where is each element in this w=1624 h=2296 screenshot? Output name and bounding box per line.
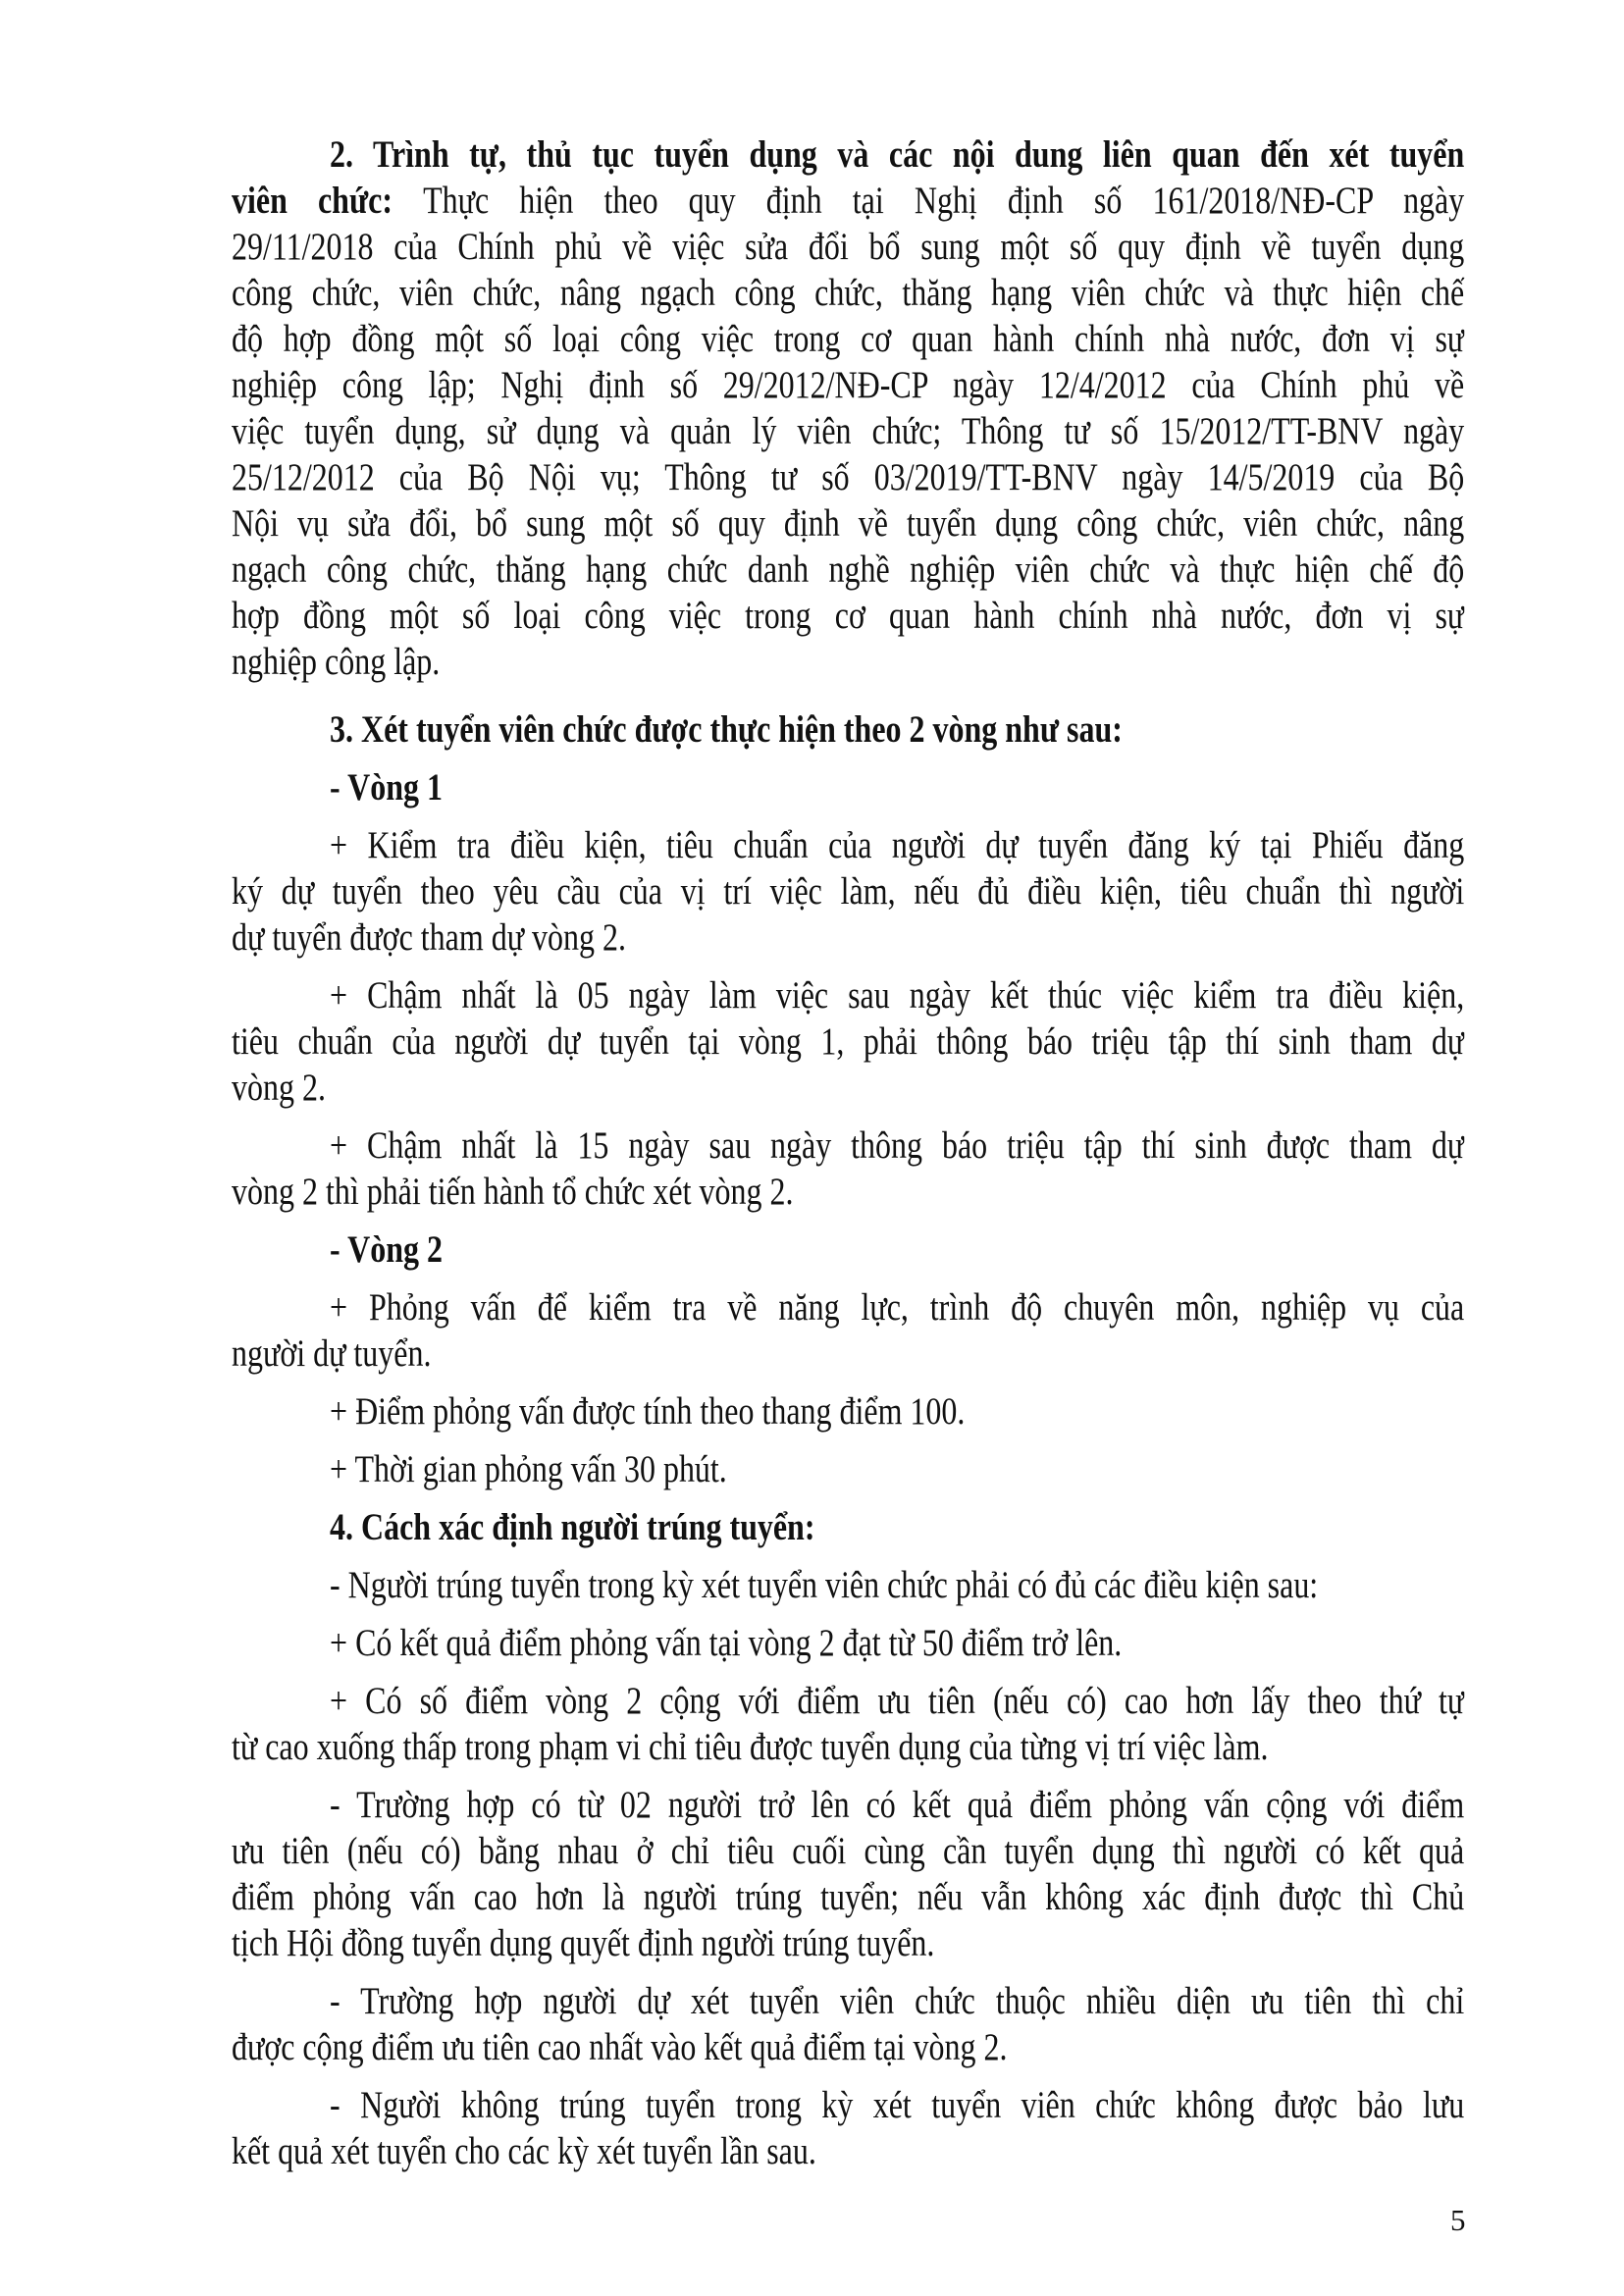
body-text: độ hợp đồng một số loại công việc trong cơ quan hành chính nhà nước, đơn vị sự: [232, 318, 1465, 360]
paragraph-round-1-heading: [232, 764, 1465, 810]
body-text: + Chậm nhất là 15 ngày sau ngày thông báo triệu tập thí sinh được tham dự: [330, 1124, 1465, 1167]
body-text: người dự tuyển.: [232, 1332, 432, 1375]
text-line: [232, 972, 1465, 1018]
bold-text: - Vòng 1: [330, 766, 443, 809]
text-line: [232, 270, 1465, 316]
text-line-content: [232, 1782, 1464, 1828]
text-line-content: [232, 178, 1464, 224]
text-line: [232, 1920, 1465, 1966]
text-line-content: [232, 224, 1464, 270]
text-line: [232, 2128, 1465, 2174]
body-text: + Phỏng vấn để kiểm tra về năng lực, trình độ chuyên môn, nghiệp vụ của: [330, 1286, 1465, 1329]
body-text: ngạch công chức, thăng hạng chức danh nghề nghiệp viên chức và thực hiện chế độ: [232, 548, 1465, 591]
text-line: [232, 2024, 1465, 2070]
text-line: [232, 1169, 1465, 1215]
body-text: - Trường hợp có từ 02 người trở lên có kết quả điểm phỏng vấn cộng với điểm: [330, 1784, 1465, 1826]
text-line: [232, 316, 1465, 362]
paragraph-round-2-item-3: [232, 1446, 1465, 1492]
body-text: - Người trúng tuyển trong kỳ xét tuyển viên chức phải có đủ các điều kiện sau:: [330, 1564, 1319, 1606]
text-line: [232, 1065, 1465, 1111]
text-line: [232, 1828, 1465, 1874]
body-text: kết quả xét tuyển cho các kỳ xét tuyển lần sau.: [232, 2130, 816, 2172]
text-line: [232, 362, 1465, 408]
text-line: [232, 914, 1465, 961]
body-text: công chức, viên chức, nâng ngạch công chức, thăng hạng viên chức và thực hiện chế: [232, 272, 1465, 314]
text-line: [232, 408, 1465, 454]
text-line: [232, 547, 1465, 593]
text-line: [232, 1388, 1465, 1435]
text-line: [232, 1620, 1465, 1666]
body-text: - Trường hợp người dự xét tuyển viên chức thuộc nhiều diện ưu tiên thì chỉ: [330, 1980, 1465, 2022]
text-line: [232, 639, 1465, 685]
text-line-content: [232, 1284, 1464, 1331]
text-line-content: [232, 1388, 1464, 1435]
text-line-content: [232, 1226, 1464, 1273]
text-line-content: [232, 593, 1464, 639]
body-text: ký dự tuyển theo yêu cầu của vị trí việc làm, nếu đủ điều kiện, tiêu chuẩn thì người: [232, 870, 1465, 913]
body-text: vòng 2.: [232, 1067, 326, 1109]
body-text: dự tuyển được tham dự vòng 2.: [232, 916, 626, 959]
text-line-content: [232, 1018, 1464, 1065]
paragraph-section-4-heading: [232, 1504, 1465, 1550]
text-line-content: [232, 1562, 1464, 1608]
text-line-content: [232, 547, 1464, 593]
bold-text: 4. Cách xác định người trúng tuyển:: [330, 1506, 815, 1548]
text-line-content: [232, 706, 1464, 753]
text-line: [232, 1874, 1465, 1920]
body-text: vòng 2 thì phải tiến hành tổ chức xét vòng 2.: [232, 1171, 794, 1213]
body-text: được cộng điểm ưu tiên cao nhất vào kết quả điểm tại vòng 2.: [232, 2026, 1008, 2068]
body-text: + Kiểm tra điều kiện, tiêu chuẩn của người dự tuyển đăng ký tại Phiếu đăng: [330, 824, 1465, 866]
text-line-content: [232, 972, 1464, 1018]
text-line-content: [232, 362, 1464, 408]
text-line-content: [232, 1724, 1464, 1770]
text-line-content: [232, 270, 1464, 316]
text-column: [232, 131, 1465, 2174]
paragraph-section-4-multi-priority: [232, 1978, 1465, 2070]
text-line: [232, 224, 1465, 270]
text-line: [232, 2082, 1465, 2128]
body-text: Thực hiện theo quy định tại Nghị định số 161/2018/NĐ-CP ngày: [423, 180, 1465, 222]
page-number: 5: [1450, 2203, 1466, 2237]
text-line: [232, 1782, 1465, 1828]
text-line-content: [232, 1504, 1464, 1550]
text-line: [232, 1226, 1465, 1273]
body-text: Nội vụ sửa đổi, bổ sung một số quy định về tuyển dụng công chức, viên chức, nâng: [232, 502, 1465, 545]
paragraph-section-4-tie: [232, 1782, 1465, 1966]
text-line-content: [232, 764, 1464, 810]
body-text: tịch Hội đồng tuyển dụng quyết định người trúng tuyển.: [232, 1922, 935, 1964]
text-line-content: [232, 454, 1464, 500]
text-line: [232, 1562, 1465, 1608]
bold-text: 2. Trình tự, thủ tục tuyển dụng và các nội dung liên quan đến xét tuyển: [330, 133, 1465, 176]
text-line: [232, 764, 1465, 810]
paragraph-round-2-heading: [232, 1226, 1465, 1273]
text-line-content: [232, 639, 1464, 685]
text-line-content: [232, 1920, 1464, 1966]
paragraph-section-3-heading: [232, 706, 1465, 753]
bold-text: 3. Xét tuyển viên chức được thực hiện theo 2 vòng như sau:: [330, 708, 1123, 751]
text-line-content: [232, 2082, 1464, 2128]
text-line: [232, 178, 1465, 224]
body-text: - Người không trúng tuyển trong kỳ xét tuyển viên chức không được bảo lưu: [330, 2084, 1465, 2126]
text-line: [232, 1724, 1465, 1770]
body-text: ưu tiên (nếu có) bằng nhau ở chỉ tiêu cuối cùng cần tuyển dụng thì người có kết quả: [232, 1830, 1465, 1872]
bold-text: viên chức:: [232, 180, 424, 222]
body-text: + Điểm phỏng vấn được tính theo thang điểm 100.: [330, 1390, 966, 1433]
text-line-content: [232, 500, 1464, 547]
text-line-content: [232, 1678, 1464, 1724]
text-line: [232, 1504, 1465, 1550]
paragraph-round-2-item-2: [232, 1388, 1465, 1435]
text-line-content: [232, 2024, 1464, 2070]
paragraph-round-1-item-1: [232, 822, 1465, 961]
text-line: [232, 1331, 1465, 1377]
text-line: [232, 1978, 1465, 2024]
text-line-content: [232, 1620, 1464, 1666]
text-line-content: [232, 131, 1464, 178]
text-line-content: [232, 408, 1464, 454]
body-text: việc tuyển dụng, sử dụng và quản lý viên chức; Thông tư số 15/2012/TT-BNV ngày: [232, 410, 1465, 452]
body-text: + Chậm nhất là 05 ngày làm việc sau ngày kết thúc việc kiểm tra điều kiện,: [330, 974, 1465, 1017]
text-line: [232, 1018, 1465, 1065]
text-line-content: [232, 316, 1464, 362]
text-line: [232, 1678, 1465, 1724]
paragraph-round-1-item-3: [232, 1122, 1465, 1215]
paragraph-section-4-no-reserve: [232, 2082, 1465, 2174]
text-line-content: [232, 914, 1464, 961]
bold-text: - Vòng 2: [330, 1228, 443, 1271]
text-line-content: [232, 1828, 1464, 1874]
text-line: [232, 1446, 1465, 1492]
body-text: + Thời gian phỏng vấn 30 phút.: [330, 1448, 727, 1490]
text-line-content: [232, 1122, 1464, 1169]
paragraph-section-4-cond-1: [232, 1620, 1465, 1666]
text-line-content: [232, 868, 1464, 914]
text-line-content: [232, 2128, 1464, 2174]
body-text: nghiệp công lập; Nghị định số 29/2012/NĐ-CP ngày 12/4/2012 của Chính phủ về: [232, 364, 1465, 406]
text-line-content: [232, 1331, 1464, 1377]
body-text: + Có số điểm vòng 2 cộng với điểm ưu tiên (nếu có) cao hơn lấy theo thứ tự: [330, 1680, 1465, 1722]
text-line-content: [232, 1978, 1464, 2024]
paragraph-section-4-cond-2: [232, 1678, 1465, 1770]
body-text: từ cao xuống thấp trong phạm vi chỉ tiêu được tuyển dụng của từng vị trí việc làm.: [232, 1726, 1269, 1768]
text-line: [232, 706, 1465, 753]
text-line-content: [232, 1169, 1464, 1215]
text-line-content: [232, 1874, 1464, 1920]
text-line: [232, 822, 1465, 868]
body-text: 25/12/2012 của Bộ Nội vụ; Thông tư số 03/2019/TT-BNV ngày 14/5/2019 của Bộ: [232, 456, 1465, 498]
body-text: 29/11/2018 của Chính phủ về việc sửa đổi bổ sung một số quy định về tuyển dụng: [232, 226, 1465, 268]
body-text: + Có kết quả điểm phỏng vấn tại vòng 2 đạt từ 50 điểm trở lên.: [330, 1622, 1123, 1664]
text-line-content: [232, 822, 1464, 868]
paragraph-round-1-item-2: [232, 972, 1465, 1111]
body-text: hợp đồng một số loại công việc trong cơ quan hành chính nhà nước, đơn vị sự: [232, 595, 1465, 637]
text-line: [232, 1122, 1465, 1169]
text-line-content: [232, 1446, 1464, 1492]
body-text: tiêu chuẩn của người dự tuyển tại vòng 1, phải thông báo triệu tập thí sinh tham dự: [232, 1020, 1465, 1063]
paragraph-round-2-item-1: [232, 1284, 1465, 1377]
text-line: [232, 500, 1465, 547]
text-line: [232, 593, 1465, 639]
text-line-content: [232, 1065, 1464, 1111]
text-line: [232, 868, 1465, 914]
body-text: điểm phỏng vấn cao hơn là người trúng tuyển; nếu vẫn không xác định được thì Chủ: [232, 1876, 1465, 1918]
text-line: [232, 131, 1465, 178]
paragraph-section-2: [232, 131, 1465, 685]
text-line: [232, 1284, 1465, 1331]
body-text: nghiệp công lập.: [232, 641, 441, 683]
text-line: [232, 454, 1465, 500]
paragraph-section-4-intro: [232, 1562, 1465, 1608]
